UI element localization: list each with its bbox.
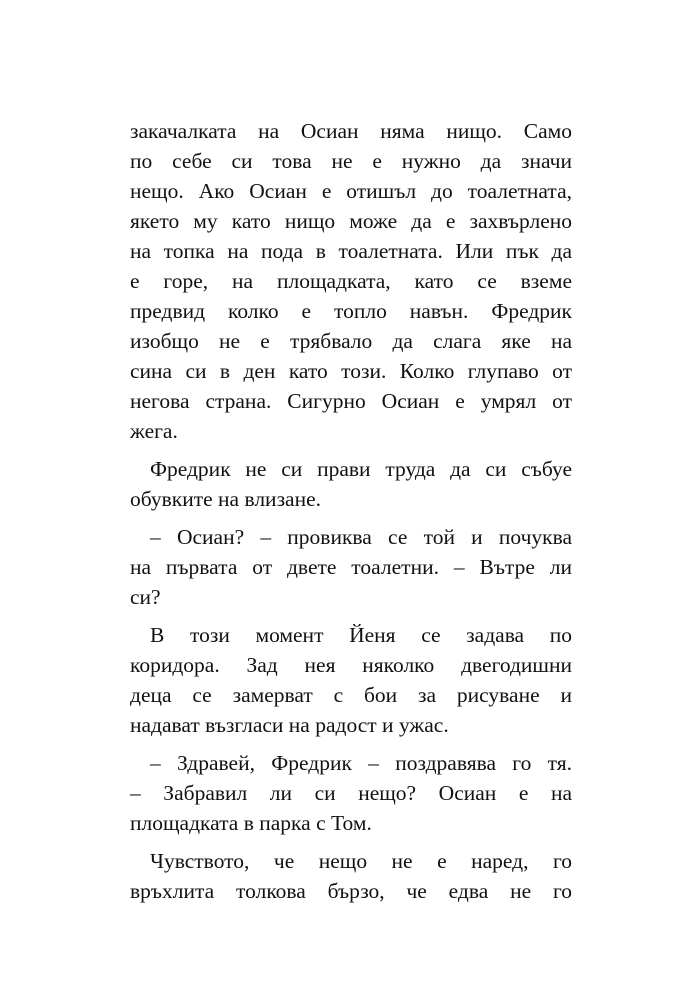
text-line: якето му като нищо може да е захвърлено: [130, 209, 572, 233]
text-line: на първата от двете тоалетни. – Вътре ли: [130, 555, 572, 579]
text-line: – Осиан? – провиква се той и почуква: [150, 525, 572, 549]
text-line: надават възгласи на радост и ужас.: [130, 713, 449, 737]
text-line: Чувството, че нещо не е наред, го: [150, 849, 572, 873]
text-line: Фредрик не си прави труда да си събуе: [150, 457, 572, 481]
text-line: деца се замерват с бои за рисуване и: [130, 683, 572, 707]
text-line: изобщо не е трябвало да слага яке на: [130, 329, 572, 353]
paragraph: [130, 454, 572, 514]
text-line: по себе си това не е нужно да значи: [130, 149, 572, 173]
paragraph: [130, 116, 572, 446]
text-line: закачалката на Осиан няма нищо. Само: [130, 119, 572, 143]
paragraph: [130, 620, 572, 740]
text-line: връхлита толкова бързо, че едва не го: [130, 879, 572, 903]
text-line: коридора. Зад нея няколко двегодишни: [130, 653, 572, 677]
text-line: нещо. Ако Осиан е отишъл до тоалетната,: [130, 179, 572, 203]
paragraph: [130, 522, 572, 612]
text-line: обувките на влизане.: [130, 487, 322, 511]
text-line: е горе, на площадката, като се вземе: [130, 269, 572, 293]
text-line: негова страна. Сигурно Осиан е умрял от: [130, 389, 572, 413]
text-line: сина си в ден като този. Колко глупаво от: [130, 359, 572, 383]
text-line: жега.: [130, 419, 178, 443]
page-text: [130, 116, 572, 906]
text-line: на топка на пода в тоалетната. Или пък да: [130, 239, 572, 263]
text-line: В този момент Йеня се задава по: [150, 623, 572, 647]
text-line: – Забравил ли си нещо? Осиан е на: [130, 781, 572, 805]
text-line: предвид колко е топло навън. Фредрик: [130, 299, 572, 323]
text-line: – Здравей, Фредрик – поздравява го тя.: [150, 751, 572, 775]
paragraph: [130, 748, 572, 838]
text-line: площадката в парка с Том.: [130, 811, 372, 835]
paragraph: [130, 846, 572, 906]
text-line: си?: [130, 585, 161, 609]
